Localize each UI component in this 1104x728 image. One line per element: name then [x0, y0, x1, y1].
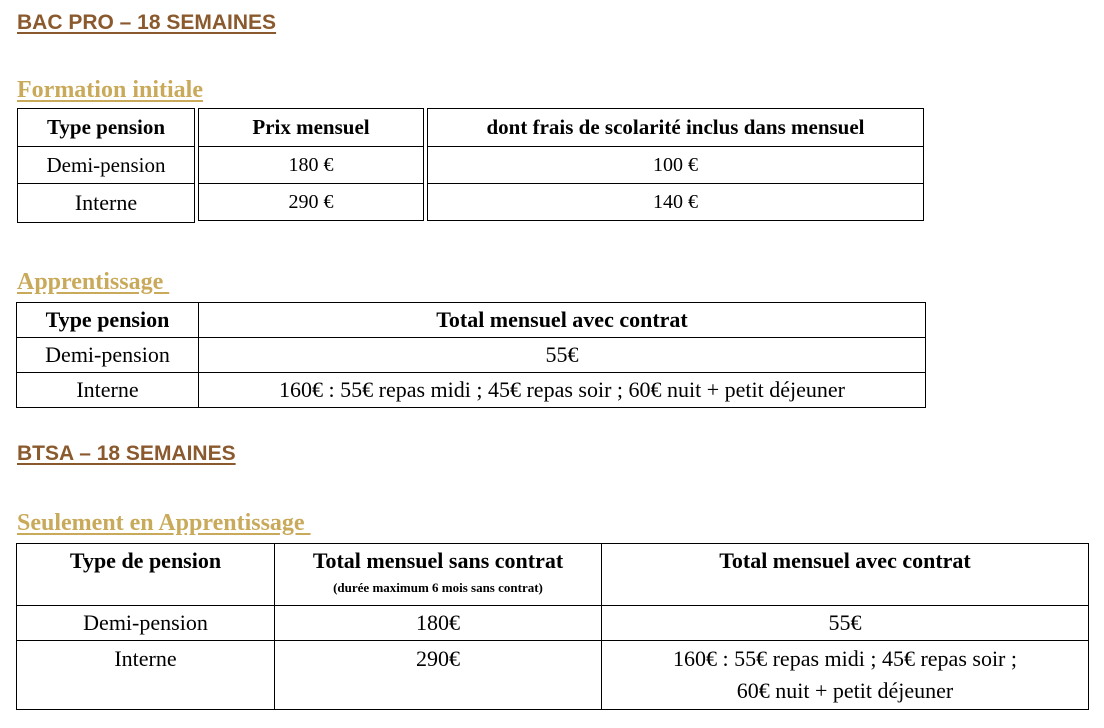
- table-header-cell: Type pension: [17, 303, 199, 338]
- apprentissage-table: [16, 302, 926, 408]
- table-cell: 290 €: [199, 184, 424, 221]
- table-header-cell: Type pension: [18, 109, 195, 147]
- column-note: (durée maximum 6 mois sans contrat): [333, 580, 543, 595]
- table-cell: Interne: [18, 184, 195, 223]
- formation-initiale-type-table: [17, 108, 195, 223]
- formation-initiale-title: Formation initiale: [17, 77, 203, 103]
- btsa-heading: BTSA – 18 SEMAINES: [17, 442, 236, 465]
- table-cell: Demi-pension: [17, 338, 199, 373]
- table-header-cell: dont frais de scolarité inclus dans mensuel: [428, 109, 924, 147]
- table-header-cell: Type de pension: [17, 544, 275, 606]
- table-cell: 140 €: [428, 184, 924, 221]
- table-header-cell: Total mensuel avec contrat: [602, 544, 1089, 606]
- table-cell: Demi-pension: [17, 606, 275, 641]
- table-cell: [602, 641, 1089, 710]
- formation-initiale-fees-table: [427, 108, 924, 221]
- table-cell: 180 €: [199, 147, 424, 184]
- seulement-apprentissage-title: Seulement en Apprentissage: [17, 510, 311, 536]
- table-cell: Interne: [17, 641, 275, 710]
- table-header-cell: Total mensuel avec contrat: [199, 303, 926, 338]
- table-cell: 160€ : 55€ repas midi ; 45€ repas soir ; 60€ nuit + petit déjeuner: [199, 373, 926, 408]
- table-cell: Interne: [17, 373, 199, 408]
- table-cell: Demi-pension: [18, 147, 195, 184]
- table-cell: 180€: [275, 606, 602, 641]
- bac-pro-heading: BAC PRO – 18 SEMAINES: [17, 11, 277, 34]
- btsa-apprentissage-table: [16, 543, 1089, 710]
- column-title: Total mensuel sans contrat: [312, 548, 564, 573]
- cell-line: 160€ : 55€ repas midi ; 45€ repas soir ;: [672, 646, 1017, 671]
- table-cell: 55€: [199, 338, 926, 373]
- table-cell: 55€: [602, 606, 1089, 641]
- table-cell: 100 €: [428, 147, 924, 184]
- table-header-cell: Prix mensuel: [199, 109, 424, 147]
- apprentissage-title: Apprentissage: [17, 269, 170, 295]
- table-cell: 290€: [275, 641, 602, 710]
- cell-line: 60€ nuit + petit déjeuner: [736, 677, 954, 703]
- table-header-cell: [275, 544, 602, 606]
- formation-initiale-price-table: [198, 108, 424, 221]
